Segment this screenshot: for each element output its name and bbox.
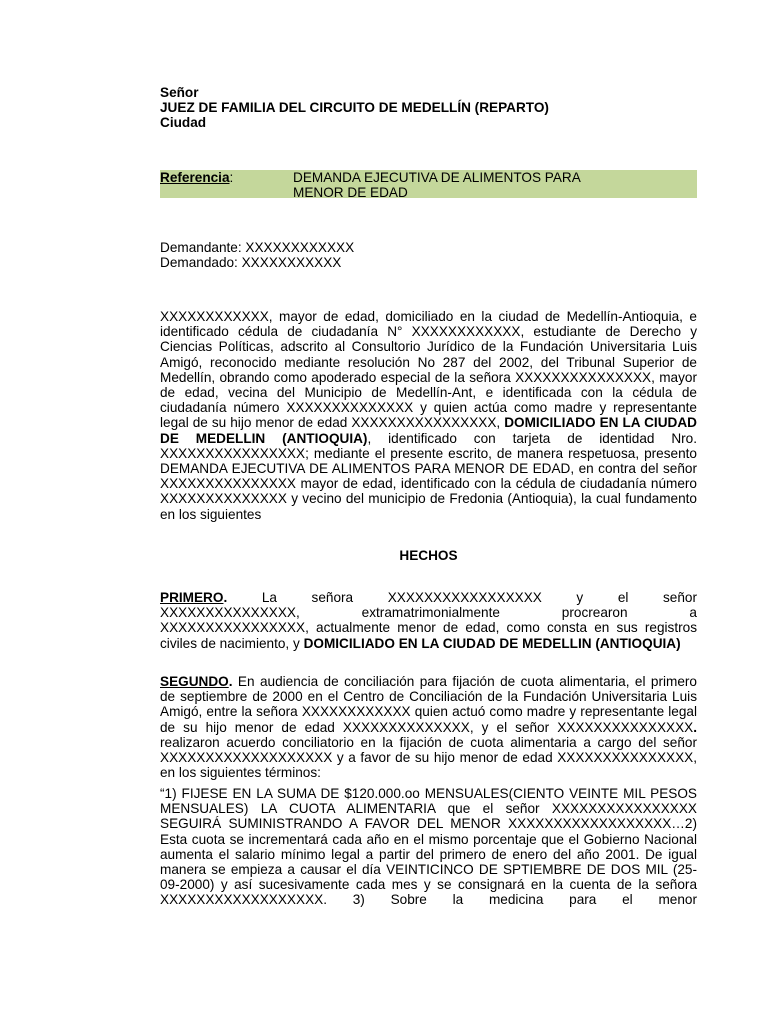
salutation: Señor xyxy=(160,85,199,100)
reference-line-2: MENOR DE EDAD xyxy=(293,185,408,201)
defendant: Demandado: XXXXXXXXXXX xyxy=(160,255,342,271)
hechos-title: HECHOS xyxy=(399,548,458,563)
primero-line-1 xyxy=(160,590,697,605)
intro-text: XXXXXXXXXXXX, mayor de edad, domiciliado en la ciudad de Medellín-Antioquia, e identificado cédula de ciudadanía N° XXXXXXXXXXXX, estudiante de Derecho y Ciencias Políticas, adscrito al Consultorio Jurídico de la Fundación Universitaria Luis Amigó, reconocido mediante resolución No 287 del 2002, del Tribunal Superior de Medellín, obrando como apoderado especial de la señora XXXXXXXXXXXXXXX, mayor de edad, vecina del Municipio de Medellín-Ant, e identificada con la cédula de ciudadanía número XXXXXXXXXXXXXX y quien actúa como madre y representante legal de su hijo menor de edad XXXXXXXXXXXXXXXX, xyxy=(160,309,697,431)
primero-line-2 xyxy=(160,605,697,620)
addressee-block xyxy=(160,85,697,131)
judge-title: JUEZ DE FAMILIA DEL CIRCUITO DE MEDELLÍN (REPARTO) xyxy=(160,100,549,116)
intro-paragraph xyxy=(160,309,697,522)
segundo-paragraph xyxy=(160,674,697,780)
parties-block xyxy=(160,240,697,270)
primero-t3a: XXXXXXXXXXXXXXXX xyxy=(160,620,306,636)
primero-line-3 xyxy=(160,620,697,650)
primero-t2b: , extramatrimonialmente procrearon a xyxy=(296,605,697,621)
quote-text: “1) FIJESE EN LA SUMA DE $120.000.oo MENSUALES(CIENTO VEINTE MIL PESOS MENSUALES) LA CUOTA ALIMENTARIA que el señor XXXXXXXXXXXXXXXX SEGUIRÁ SUMINISTRANDO A FAVOR DEL MENOR XXXXXXXXXXXXXXXXXX…2) Esta cuota se incrementará cada año en el mismo porcentaje que el Gobierno Nacional aumenta el salario mínimo legal a partir del primero de enero del año 2001. De igual manera se empieza a causar el día VEINTICINCO DE SPTIEMBRE DE DOS MIL (25-09-2000) y así sucesivamente cada mes y se consignará en la cuenta de la señora XXXXXXXXXXXXXXXXXX. 3) Sobre la medicina para el menor xyxy=(160,786,697,908)
primero-paragraph xyxy=(160,590,697,651)
segundo-dot: . xyxy=(228,674,233,689)
reference-label xyxy=(160,170,233,185)
plaintiff: Demandante: XXXXXXXXXXXX xyxy=(160,240,355,255)
segundo-bold-dot: . xyxy=(693,719,697,735)
segundo-label: SEGUNDO xyxy=(160,674,229,689)
primero-label: PRIMERO xyxy=(160,590,224,605)
reference-label-text: Referencia xyxy=(160,170,230,185)
quote-paragraph xyxy=(160,786,697,908)
primero-t2a: XXXXXXXXXXXXXXX xyxy=(160,605,297,621)
primero-t3b: , actualmente menor de edad, como consta en sus registros civiles de nacimiento, y xyxy=(160,620,697,651)
reference-colon: : xyxy=(229,170,234,185)
intro-rest: , identificado con tarjeta de identidad Nro. XXXXXXXXXXXXXXXX; mediante el presente escrito, de manera respetuosa, presento DEMANDA EJECUTIVA DE ALIMENTOS PARA MENOR DE EDAD, en contra del señor XXXXXXXXXXXXXXX mayor de edad, identificado con la cédula de ciudadanía número XXXXXXXXXXXXXX y vecino del municipio de Fredonia (Antioquia), la cual fundamento en los siguientes xyxy=(160,430,698,522)
reference-text xyxy=(293,170,693,200)
segundo-text: En audiencia de conciliación para fijación de cuota alimentaria, el primero de septiembre de 2000 en el Centro de Conciliación de la Fundación Universitaria Luis Amigó, entre la señora XXXXXXXXXXXX quien actuó como madre y representante legal de su hijo menor de edad XXXXXXXXXXXXXX, y el señor XXXXXXXXXXXXXXX xyxy=(160,674,697,735)
primero-t1: La señora XXXXXXXXXXXXXXXXX y el señor xyxy=(227,590,697,605)
reference-line-1: DEMANDA EJECUTIVA DE ALIMENTOS PARA xyxy=(293,170,581,185)
segundo-text2: realizaron acuerdo conciliatorio en la fijación de cuota alimentaria a cargo del señor XXXXXXXXXXXXXXXXXXX y a favor de su hijo menor de edad XXXXXXXXXXXXXXX, en los siguientes términos: xyxy=(160,734,697,781)
primero-dot: . xyxy=(223,590,228,605)
intro-bold: DOMICILIADO EN LA CIUDAD DE MEDELLIN (ANTIOQUIA) xyxy=(160,415,697,446)
primero-bold: DOMICILIADO EN LA CIUDAD DE MEDELLIN (ANTIOQUIA) xyxy=(303,635,681,651)
city: Ciudad xyxy=(160,115,207,131)
